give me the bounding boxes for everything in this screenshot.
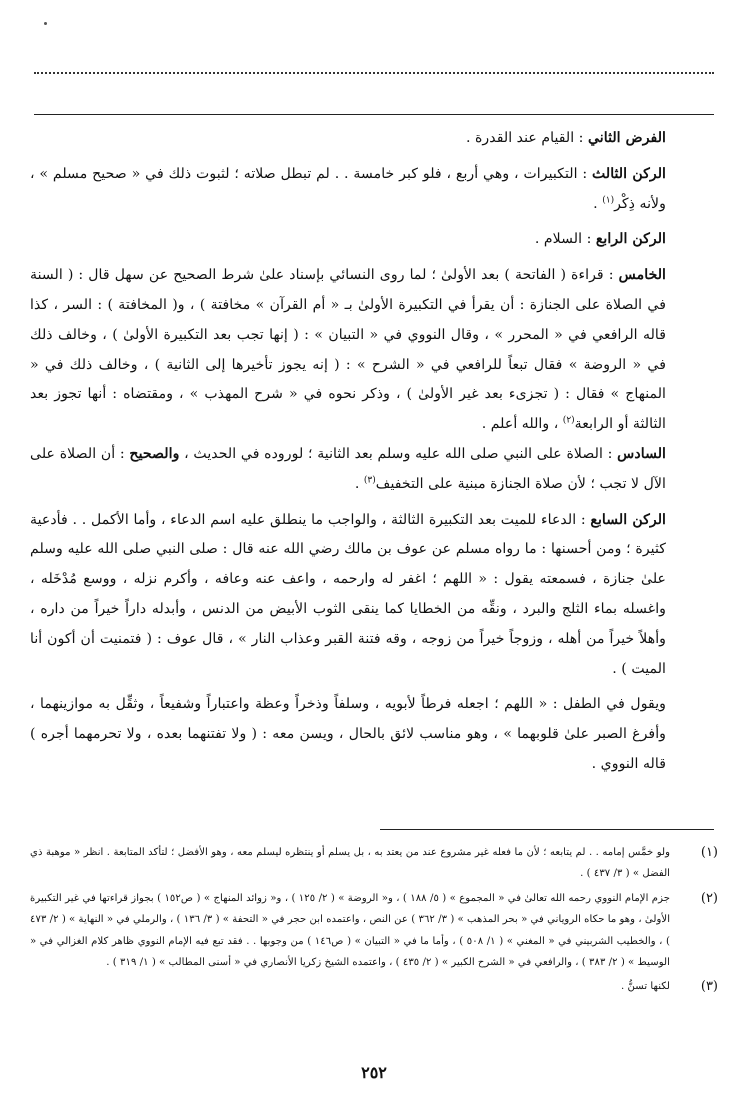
- header-dotted-line: [34, 72, 714, 84]
- footnotes: [30, 842, 718, 1001]
- paragraph-lead: الخامس: [618, 267, 666, 284]
- footnote-separator: [380, 829, 714, 830]
- page-number: ٢٥٢: [361, 1063, 387, 1082]
- paragraph-text: : قراءة ( الفاتحة ) بعد الأولىٰ ؛ لما روى النسائي بإسناد علىٰ شرط الصحيح عن سهل قال : ( السنة في الصلاة على الجنازة : أن يقرأ في التكبيرة الأولىٰ بـ « أم القرآن » مخافتة ) ، و( المخافتة ) : السر ، كذا قاله الرافعي في « المحرر » ، وقال النووي في « التبيان » : ( إنها تجب بعد التكبيرة الأولىٰ ) ، وخالف ذلك في « الروضة » فقال تبعاً للرافعي في « الشرح » : ( إنه يجوز تأخيرها إلى الثانية ) ، وخالف ذلك في « المنهاج » فقال : ( تجزىء بعد غير الأولىٰ ) ، وذكر نحوه في « شرح المهذب » ، ومقتضاه : أنها تجوز بعد الثالثة أو الرابعة: [30, 267, 666, 433]
- footnote-ref-3[interactable]: (٣): [363, 475, 376, 486]
- paragraph-tifl: [30, 690, 718, 779]
- paragraph-rukn-rabi: [30, 225, 718, 255]
- paragraph-lead: الركن السابع: [590, 511, 666, 528]
- paragraph-text: ويقول في الطفل : « اللهم ؛ اجعله فرطاً لأبويه ، وسلفاً وذخراً وعظة واعتباراً وشفيعاً ، وثقِّل به موازينهما ، وأفرغ الصبر علىٰ قلوبهما » ، وهو مناسب لائق بالحال ، ويسن معه : ( ولا تفتنهما بعده ، ولا تحرمهما أجره ) قاله النووي .: [30, 696, 666, 772]
- footnote-ref-2[interactable]: (٢): [562, 415, 575, 426]
- paragraph-lead: الركن الثالث: [591, 165, 666, 182]
- paragraph-end: .: [354, 475, 364, 492]
- paragraph-lead: الفرض الثاني: [587, 130, 666, 146]
- paragraph-khamis: [30, 261, 718, 440]
- paragraph-text: : التكبيرات ، وهي أربع ، فلو كبر خامسة . . لم تبطل صلاته ؛ لثبوت ذلك في « صحيح مسلم » ، ولأنه ذِكْر: [30, 165, 666, 212]
- paragraph-end: .: [593, 195, 603, 212]
- paragraph-sadis: [30, 440, 718, 500]
- corner-mark: [44, 22, 47, 25]
- footnote-text: ولو خمَّس إمامه . . لم يتابعه ؛ لأن ما فعله غير مشروع عند من يعتد به ، بل يسلم أو ينتظره ليسلم معه ، وهو الأفضل ؛ لتأكد المتابعة . انظر « موهبة ذي الفضل » ( ٣/ ٤٣٧ ) .: [30, 847, 670, 880]
- paragraph-rukn-sabi: [30, 506, 718, 685]
- footnote-3: [30, 976, 718, 997]
- footnote-number: (٣): [700, 979, 718, 995]
- paragraph-text: : الدعاء للميت بعد التكبيرة الثالثة ، والواجب ما ينطلق عليه اسم الدعاء ، وأما الأكمل . . فأدعية كثيرة ؛ ومن أحسنها : ما رواه مسلم عن عوف بن مالك رضي الله عنه قال : صلى النبي صلى الله عليه وسلم علىٰ جنازة ، فسمعته يقول : « اللهم ؛ اغفر له وارحمه ، واعف عنه وعافه ، وأكرم نزله ، ووسع مُدْخَله ، واغسله بماء الثلج والبرد ، ونقِّه من الخطايا كما ينقى الثوب الأبيض من الدنس ، وأبدله داراً خيراً من داره ، وأهلاً خيراً من أهله ، وزوجاً خيراً من زوجه ، وقه فتنة القبر وعذاب النار » ، قال عوف : ( فتمنيت أن أكون أنا الميت ) .: [30, 511, 666, 677]
- paragraph-text: : الصلاة على النبي صلى الله عليه وسلم بعد الثانية ؛ لوروده في الحديث ،: [184, 445, 618, 462]
- footnote-number: (١): [700, 845, 718, 860]
- paragraph-rukn-thalith: [30, 160, 718, 220]
- paragraph-lead: السادس: [617, 445, 666, 462]
- footnote-ref-1[interactable]: (١): [602, 194, 615, 205]
- footnote-1: [30, 842, 718, 885]
- paragraph-text-2: : أن الصلاة على الآل لا تجب ؛ لأن صلاة الجنازة مبنية على التخفيف: [30, 445, 666, 492]
- main-text: [30, 124, 718, 780]
- paragraph-end: ، والله أعلم .: [481, 416, 563, 433]
- footnote-number: (٢): [700, 890, 718, 906]
- paragraph-fard-thani: [30, 124, 718, 154]
- paragraph-lead: الركن الرابع: [595, 231, 666, 248]
- footnote-2: [30, 888, 718, 974]
- paragraph-text: : السلام .: [534, 231, 596, 248]
- paragraph-text: : القيام عند القدرة .: [465, 130, 588, 146]
- footnote-text: جزم الإمام النووي رحمه الله تعالىٰ في « المجموع » ( ٥/ ١٨٨ ) ، و« الروضة » ( ٢/ ١٢٥ ) ، و« زوائد المنهاج » ( ص١٥٢ ) بجواز قراءتها في غير التكبيرة الأولىٰ ، وهو ما حكاه الروياني في « بحر المذهب » ( ٣/ ٣٦٢ ) عن النص ، واعتمده ابن حجر في « التحفة » ( ٣/ ١٣٦ ) ، والرملي في « النهاية » ( ٢/ ٤٧٣ ) ، والخطيب الشربيني في « المغني » ( ١/ ٥٠٨ ) ، وأما ما في « التبيان » ( ص١٤٦ ) من وجوبها . . فقد تبع فيه الإمام النووي ظاهر كلام الغزالي في « الوسيط » ( ٢/ ٣٨٣ ) ، والرافعي في « الشرح الكبير » ( ٢/ ٤٣٥ ) ، واعتمده الشيخ زكريا الأنصاري في « أسنى المطالب » ( ١/ ٣١٩ ) .: [30, 892, 671, 969]
- header-rule: [34, 114, 714, 115]
- paragraph-lead-sahih: والصحيح: [129, 445, 180, 462]
- footnote-text: لكنها تسنُّ .: [621, 981, 670, 993]
